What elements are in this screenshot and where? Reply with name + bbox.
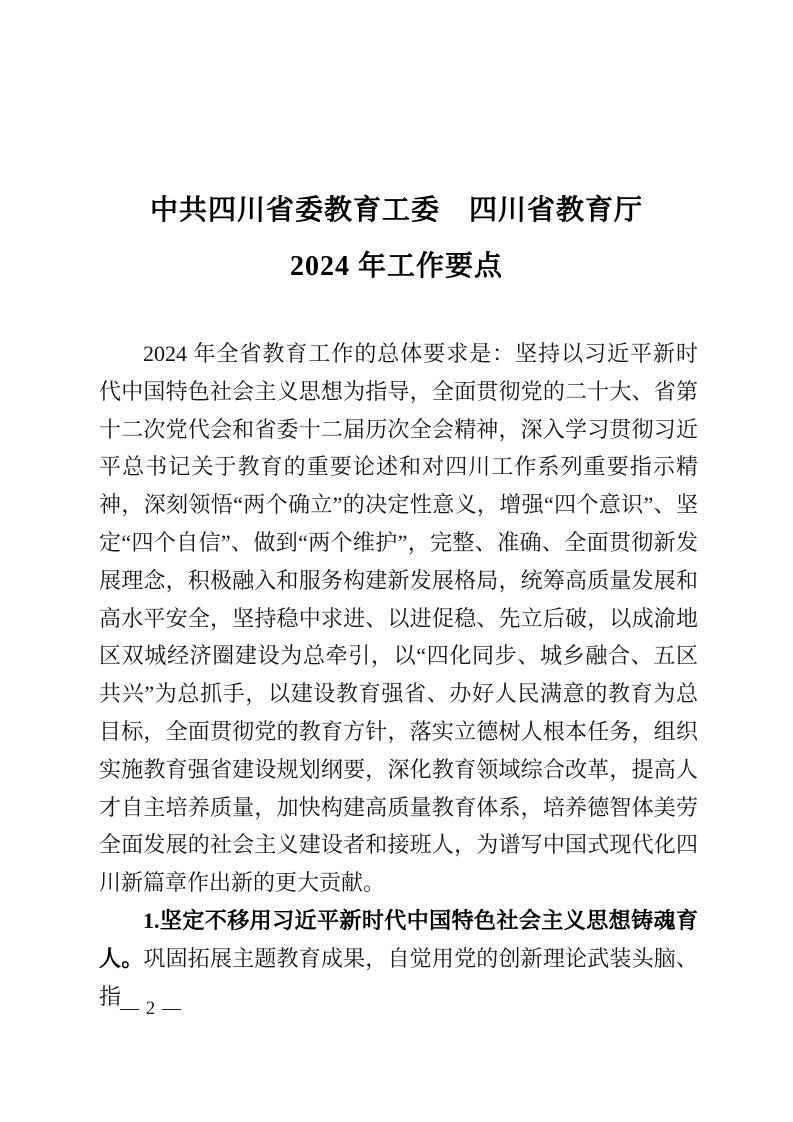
document-title-line1: 中共四川省委教育工委 四川省教育厅 (149, 195, 643, 226)
body-paragraph-item-1 (99, 902, 698, 1015)
document-title (0, 190, 793, 288)
body-paragraph-overview: 2024 年全省教育工作的总体要求是：坚持以习近平新时代中国特色社会主义思想为指导，全面贯彻党的二十大、省第十二次党代会和省委十二届历次全会精神，深入学习贯彻习近平总书记关于教育的重要论述和对四川工作系列重要指示精神，深刻领悟“两个确立”的决定性意义，增强“四个意识”、坚定“四个自信”、做到“两个维护”，完整、准确、全面贯彻新发展理念，积极融入和服务构建新发展格局，统筹高质量发展和高水平安全，坚持稳中求进、以进促稳、先立后破，以成渝地区双城经济圈建设为总牵引，以“四化同步、城乡融合、五区共兴”为总抓手，以建设教育强省、办好人民满意的教育为总目标，全面贯彻党的教育方针，落实立德树人根本任务，组织实施教育强省建设规划纲要，深化教育领域综合改革，提高人才自主培养质量，加快构建高质量教育体系，培养德智体美劳全面发展的社会主义建设者和接班人，为谱写中国式现代化四川新篇章作出新的更大贡献。 (99, 341, 698, 896)
item-1-heading: 1.坚定不移用习近平新时代中国特色社会主义思想铸魂育人。 (99, 907, 698, 971)
document-title-line2: 2024 年工作要点 (289, 251, 503, 282)
item-1-text: 巩固拓展主题教育成果，自觉用党的创新理论武装头脑、指 (99, 945, 698, 1009)
document-body (99, 335, 698, 1015)
page-number: — 2 — (120, 998, 182, 1019)
